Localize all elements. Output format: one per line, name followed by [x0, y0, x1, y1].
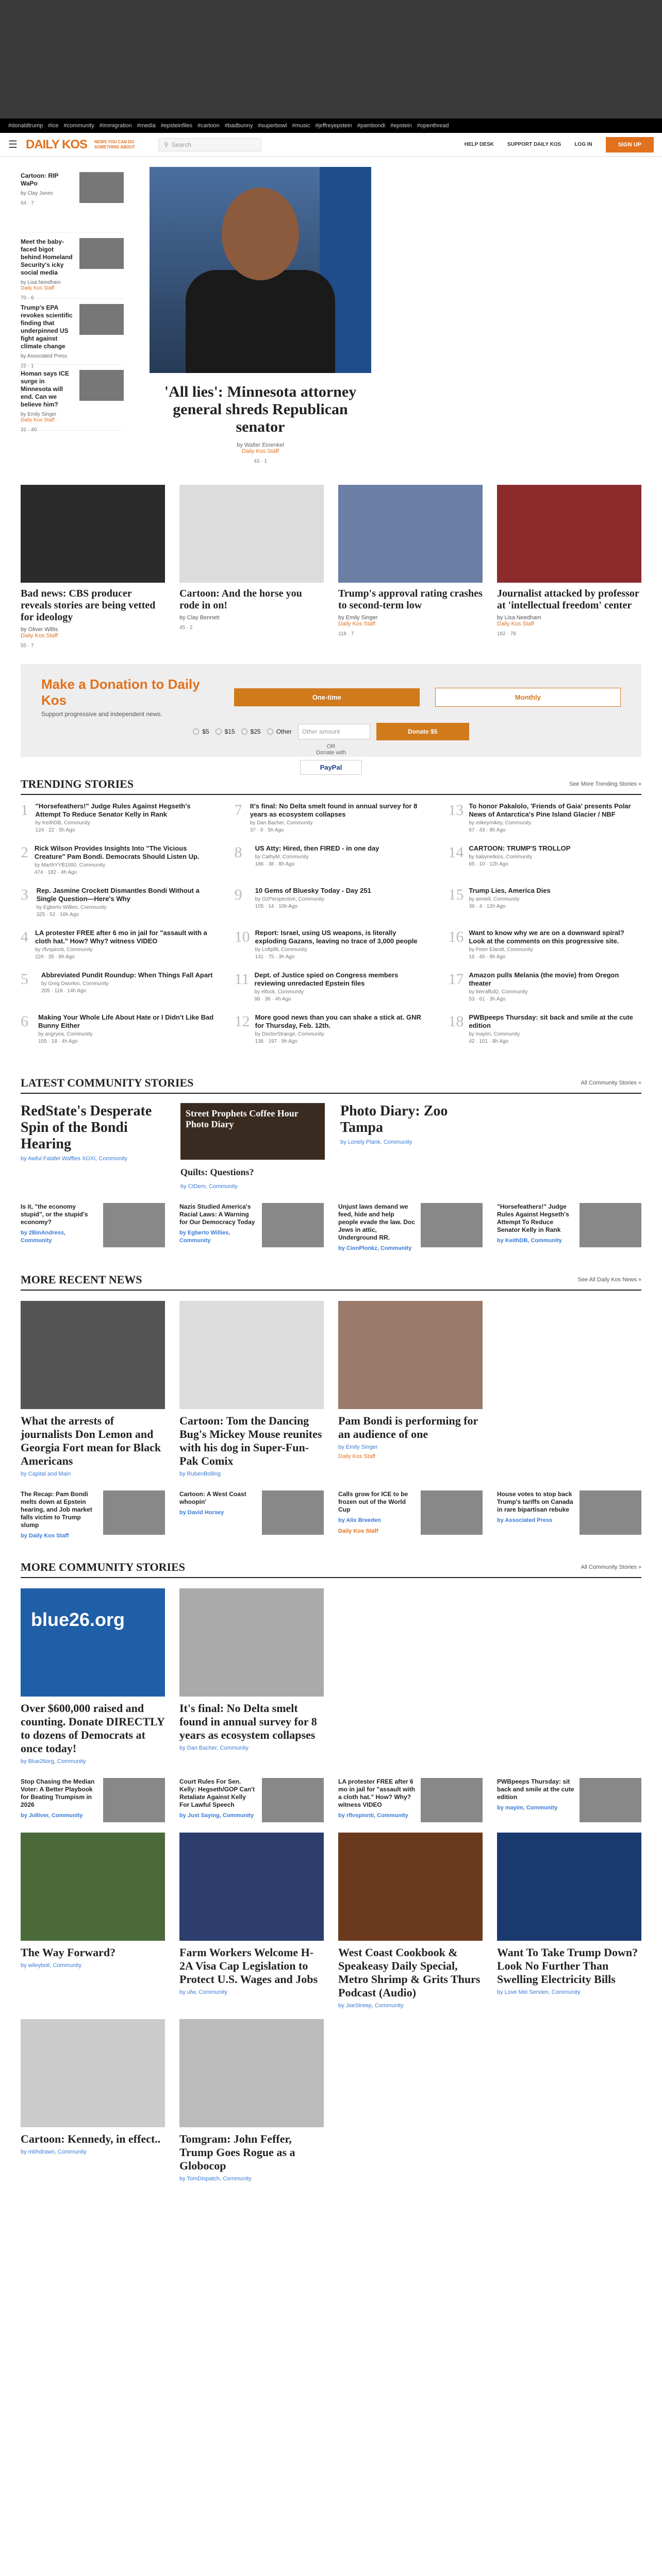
side-story-thumb[interactable] — [79, 370, 124, 401]
news-story-title[interactable]: Cartoon: Kennedy, in effect.. — [21, 2132, 161, 2145]
trending-meta: 98 · 36 · 4h Ago — [254, 996, 291, 1002]
small-story-author: by rflvspinnti, Community — [338, 1812, 408, 1819]
small-story[interactable] — [338, 1203, 483, 1252]
small-story-title[interactable]: "Horsefeathers!" Judge Rules Against Hegseth's Attempt To Reduce Senator Kelly in Rank — [497, 1203, 569, 1233]
trending-title[interactable]: LA protester FREE after 6 mo in jail for "assault with a cloth hat." How? Why? witness VIDEO — [35, 929, 207, 945]
donate-panel: Make a Donation to Daily Kos Support progressive and independent news. One-time Monthly $5 $15 $25 Other Other amount Donate $5 OR Donate with PayPal — [21, 664, 641, 757]
news-story-author: by RubenBolling — [179, 1471, 221, 1477]
trending-author: by rflvspinnti, Community — [35, 947, 93, 953]
row-story[interactable] — [179, 485, 324, 649]
side-story-title[interactable]: Trump's EPA revokes scientific finding that underpinned US fight against climate change — [21, 304, 73, 350]
ad-banner — [0, 0, 662, 118]
news-story-image[interactable] — [179, 1833, 324, 1941]
trending-number: 2 — [21, 844, 28, 861]
small-story-image[interactable] — [421, 1778, 483, 1822]
trending-author: by Egberto Willies, Community — [36, 905, 107, 910]
trending-meta: 39 · 4 · 12h Ago — [469, 904, 506, 909]
small-story[interactable] — [21, 1490, 165, 1540]
news-story-author: by TomDispatch, Community — [179, 2176, 252, 2182]
news-story[interactable] — [338, 1833, 483, 2009]
row-story-title[interactable]: Bad news: CBS producer reveals stories are being vetted for ideology — [21, 588, 156, 623]
small-story-author: by Just Saying, Community — [179, 1812, 254, 1819]
trending-author: by babynetkins, Community — [469, 854, 533, 860]
tag-link[interactable]: #jeffreyepstein — [315, 123, 352, 129]
trending-number: 11 — [234, 971, 250, 988]
news-story[interactable] — [21, 1588, 165, 1765]
small-story-author: by Jolliver, Community — [21, 1812, 83, 1819]
trending-title[interactable]: Want to know why we are on a downward spiral? Look at the comments on this progressive site. — [469, 929, 624, 945]
small-story-image[interactable] — [103, 1203, 165, 1247]
amount-15[interactable]: $15 — [216, 728, 235, 735]
row-story[interactable] — [21, 485, 165, 649]
small-story-image[interactable] — [262, 1490, 324, 1535]
tag-link[interactable]: #superbowl — [258, 123, 287, 129]
trending-author: by Weraffull2, Community — [469, 989, 528, 995]
trending-title[interactable]: Report: Israel, using US weapons, is literally exploding Gazans, leaving no trace of 3,000 people — [255, 929, 418, 945]
small-story-author: by mayim, Community — [497, 1805, 558, 1811]
small-story-author: by CionPlonkz, Community — [338, 1245, 412, 1251]
small-story-title[interactable]: PWBpeeps Thursday: sit back and smile at the cute edition — [497, 1778, 574, 1801]
news-story-author: by ufw, Community — [179, 1989, 227, 1995]
news-story[interactable] — [21, 1833, 165, 2009]
news-title: MORE RECENT NEWS — [21, 1273, 142, 1286]
row-story-author: by Lisa Needham — [497, 615, 541, 621]
hero-image[interactable] — [150, 167, 371, 373]
trending-item[interactable] — [448, 929, 641, 971]
trending-author: by elfock, Community — [254, 989, 304, 995]
news-story-author: by Love Mei Servien, Community — [497, 1989, 581, 1995]
trending-author: by MarthYYB1000, Community — [34, 862, 106, 868]
small-story-image[interactable] — [580, 1490, 641, 1535]
side-story-title[interactable]: Homan says ICE surge in Minnesota will end. Can we believe him? — [21, 370, 70, 408]
trending-meta: 65 · 10 · 12h Ago — [469, 861, 509, 867]
news-story-author: by mbhdrawn, Community — [21, 2149, 87, 2155]
trending-item[interactable] — [235, 844, 428, 887]
news-story[interactable] — [179, 1833, 324, 2009]
trending-item[interactable] — [21, 844, 214, 887]
news-story-image[interactable] — [179, 2019, 324, 2127]
small-story[interactable] — [179, 1490, 324, 1540]
small-story-author: by Alix Breeden — [338, 1517, 381, 1523]
banner-text: blue26.org — [31, 1609, 125, 1630]
side-story-author: by Lisa Needham — [21, 280, 61, 285]
trending-item[interactable] — [235, 929, 428, 971]
small-story[interactable] — [21, 1778, 165, 1822]
trending-title: TRENDING STORIES — [21, 777, 134, 790]
news-story-title[interactable]: The Way Forward? — [21, 1946, 116, 1959]
trending-item[interactable] — [448, 971, 641, 1013]
trending-author: by CathyM, Community — [255, 854, 309, 860]
trending-author: by KeithDB, Community — [35, 820, 90, 826]
header — [0, 133, 662, 157]
staff-label: Daily Kos Staff — [21, 417, 55, 423]
trending-number: 16 — [448, 928, 464, 945]
news-story-author: by Emily Singer — [338, 1444, 378, 1450]
row-story-image[interactable] — [497, 485, 641, 583]
trending-item[interactable] — [448, 844, 641, 887]
staff-label: Daily Kos Staff — [338, 1453, 375, 1460]
more-more-link[interactable]: All Community Stories » — [581, 1564, 641, 1570]
trending-number: 6 — [21, 1013, 28, 1030]
trending-title[interactable]: PWBpeeps Thursday: sit back and smile at the cute edition — [469, 1013, 633, 1029]
more-title: MORE COMMUNITY STORIES — [21, 1561, 186, 1573]
news-story-image[interactable] — [21, 1588, 165, 1697]
news-story-title[interactable]: Want To Take Trump Down? Look No Further Than Swelling Electricity Bills — [497, 1946, 638, 1986]
trending-item[interactable] — [21, 802, 214, 844]
trending-title[interactable]: Dept. of Justice spied on Congress members reviewing unredacted Epstein files — [254, 971, 399, 987]
trending-item[interactable] — [21, 887, 214, 929]
news-story-image[interactable] — [497, 1833, 641, 1941]
small-story-author: by Associated Press — [497, 1517, 553, 1523]
trending-item[interactable] — [448, 802, 641, 844]
amount-other[interactable]: Other — [267, 728, 292, 735]
small-story-title[interactable]: Court Rules For Sen. Kelly: Hegseth/GOP Can't Retaliate Against Kelly For Lawful Speech — [179, 1778, 255, 1808]
trending-number: 5 — [21, 971, 28, 988]
small-story-title[interactable]: Cartoon: A West Coast whoopin' — [179, 1490, 246, 1505]
trending-author: by angryea, Community — [38, 1031, 93, 1037]
row-story-meta: 118 · 7 — [338, 631, 354, 637]
news-story-author: by Dan Bacher, Community — [179, 1745, 249, 1751]
trending-meta: 124 · 22 · 5h Ago — [35, 827, 75, 833]
amount-25[interactable]: $25 — [241, 728, 261, 735]
row-story[interactable] — [338, 485, 483, 649]
news-story[interactable] — [21, 1301, 165, 1477]
side-story-meta: 31 · 40 — [21, 427, 37, 433]
small-story-author: by Daily Kos Staff — [21, 1533, 69, 1539]
trending-meta: 53 · 61 · 3h Ago — [469, 996, 506, 1002]
small-story-title[interactable]: Calls grow for ICE to be frozen out of the World Cup — [338, 1490, 408, 1513]
hero-title[interactable]: 'All lies': Minnesota attorney general shreds Republican senator — [164, 383, 357, 435]
row-story-author: by Clay Bennett — [179, 615, 220, 621]
trending-author: by Peter Elandt, Community — [469, 947, 533, 953]
trending-title[interactable]: To honor Pakalolo, 'Friends of Gaia' presents Polar News of Antarctica's Pine Island Glacier / NBF — [469, 802, 631, 818]
staff-label: Daily Kos Staff — [21, 285, 55, 291]
community-title: LATEST COMMUNITY STORIES — [21, 1076, 194, 1089]
news-story[interactable] — [338, 1301, 483, 1477]
trending-number: 1 — [21, 802, 28, 819]
trending-meta: 136 · 197 · 9h Ago — [255, 1039, 297, 1044]
small-story-title[interactable]: Is it, "the economy stupid", or the stupid's economy? — [21, 1203, 88, 1226]
side-story[interactable] — [21, 299, 124, 369]
tag-link[interactable]: #badbunny — [224, 123, 253, 129]
row-story-image[interactable] — [338, 485, 483, 583]
small-story[interactable] — [21, 1203, 165, 1252]
trending-number: 3 — [21, 886, 28, 903]
trending-number: 14 — [448, 844, 464, 861]
staff-label: Daily Kos Staff — [497, 621, 534, 627]
row-story-title[interactable]: Trump's approval rating crashes to second-term low — [338, 588, 483, 611]
trending-item[interactable] — [235, 802, 428, 844]
small-story[interactable] — [338, 1490, 483, 1540]
tag-link[interactable]: #epstein — [390, 123, 412, 129]
tag-bar — [0, 118, 662, 133]
small-story-title[interactable]: The Recap: Pam Bondi melts down at Epstein hearing, and Job market falls victim to Trump slump — [21, 1490, 92, 1529]
trending-item[interactable] — [21, 929, 214, 971]
small-story-author: by Egberto Willies, Community — [179, 1230, 230, 1244]
support-link[interactable]: SUPPORT DAILY KOS — [507, 142, 561, 147]
trending-title[interactable]: Rep. Jasmine Crockett Dismantles Bondi Without a Single Question—Here's Why — [36, 887, 200, 903]
row-story-author: by Oliver Willis — [21, 626, 58, 633]
small-story[interactable] — [497, 1490, 641, 1540]
other-amount-input[interactable]: Other amount — [298, 724, 370, 739]
trending-meta: 105 · 14 · 10h Ago — [255, 904, 297, 909]
news-story-image[interactable] — [338, 1301, 483, 1409]
side-story-meta: 64 · 7 — [21, 200, 34, 206]
news-story-image[interactable] — [21, 1301, 165, 1409]
trending-number: 4 — [21, 928, 28, 945]
news-story-image[interactable] — [21, 2019, 165, 2127]
small-story[interactable] — [179, 1778, 324, 1822]
side-story-title[interactable]: Cartoon: RIP WaPo — [21, 172, 59, 187]
trending-author: by Greg Dworkin, Community — [41, 981, 109, 987]
news-story-author: by Capital and Main — [21, 1471, 71, 1477]
trending-number: 15 — [448, 886, 464, 903]
hero-story[interactable]: 'All lies': Minnesota attorney general shreds Republican senator by Walter Einenkel Daily Kos Staff 43 · 1 — [150, 167, 371, 464]
small-story[interactable] — [497, 1778, 641, 1822]
small-story[interactable] — [338, 1778, 483, 1822]
community-big-1[interactable]: RedState's Desperate Spin of the Bondi Hearing by Awful Falafel Waffles XOXI, Community — [21, 1103, 152, 1162]
small-story-author: by 2BinAndress, Community — [21, 1230, 65, 1244]
side-story-meta: 70 · 6 — [21, 295, 34, 301]
row-story-title[interactable]: Cartoon: And the horse you rode in on! — [179, 588, 302, 611]
trending-author: by mayim, Community — [469, 1031, 520, 1037]
row-story-meta: 182 · 78 — [497, 631, 516, 637]
row-story-meta: 45 · 2 — [179, 625, 193, 631]
tag-link[interactable]: #openthread — [417, 123, 449, 129]
news-story-image[interactable] — [338, 1833, 483, 1941]
community-big-2[interactable]: Photo Diary: Zoo Tampa by Lonely Plank, Community — [340, 1103, 448, 1145]
news-story-title[interactable]: What the arrests of journalists Don Lemon and Georgia Fort mean for Black Americans — [21, 1414, 161, 1467]
news-story[interactable] — [21, 2019, 165, 2182]
side-story-meta: 22 · 1 — [21, 363, 34, 369]
news-story-image[interactable] — [179, 1301, 324, 1409]
trending-number: 9 — [234, 886, 242, 903]
news-story[interactable] — [179, 1588, 324, 1765]
trending-author: by DoctorStrange, Community — [255, 1031, 324, 1037]
paypal-button[interactable]: PayPal — [300, 760, 362, 775]
trending-title[interactable]: Rick Wilson Provides Insights Into "The Vicious Creature" Pam Bondi. Democrats Should Listen Up. — [34, 844, 200, 860]
trending-title[interactable]: It's final: No Delta smelt found in annual survey for 8 years as ecosystem collapses — [250, 802, 418, 818]
trending-author: by Dan Bacher, Community — [250, 820, 313, 826]
news-story-title[interactable]: Tomgram: John Feffer, Trump Goes Rogue as a Globocop — [179, 2132, 295, 2172]
tag-link[interactable]: #donaldtrump — [8, 123, 43, 129]
amount-5[interactable]: $5 — [193, 728, 209, 735]
side-story-author: by Associated Press — [21, 353, 68, 359]
trending-meta: 67 · 43 · 8h Ago — [469, 827, 506, 833]
trending-item[interactable] — [448, 887, 641, 929]
trending-item[interactable] — [21, 1013, 214, 1056]
trending-author: by annieli, Community — [469, 896, 520, 902]
community-mid[interactable]: Street Prophets Coffee Hour Photo Diary Quilts: Questions? by CtDem, Community — [180, 1103, 325, 1190]
trending-author: by mikeymikey, Community — [469, 820, 532, 826]
trending-title[interactable]: CARTOON: TRUMP'S TROLLOP — [469, 844, 571, 852]
trending-number: 13 — [448, 802, 464, 819]
trending-item[interactable] — [235, 887, 428, 929]
login-link[interactable]: LOG IN — [574, 142, 592, 147]
side-story[interactable] — [21, 167, 124, 233]
side-story-author: by Emily Singer — [21, 412, 57, 417]
small-story-image[interactable] — [262, 1778, 324, 1822]
trending-title[interactable]: Amazon pulls Melania (the movie) from Oregon theater — [469, 971, 619, 987]
news-story-author: by wileyboil, Community — [21, 1962, 81, 1969]
tag-link[interactable]: #cartoon — [197, 123, 220, 129]
donate-title: Make a Donation to Daily Kos — [41, 676, 200, 708]
trending-item[interactable] — [235, 1013, 428, 1056]
staff-label: Daily Kos Staff — [21, 633, 58, 639]
news-story-title[interactable]: It's final: No Delta smelt found in annual survey for 8 years as ecosystem collapses — [179, 1702, 317, 1741]
news-story-author: by Blue26org, Community — [21, 1758, 86, 1765]
trending-meta: 474 · 182 · 4h Ago — [34, 870, 77, 875]
trending-item[interactable] — [448, 1013, 641, 1056]
trending-meta: 16 · 45 · 8h Ago — [469, 954, 506, 960]
small-story-image[interactable] — [103, 1778, 165, 1822]
news-story-title[interactable]: West Coast Cookbook & Speakeasy Daily Special, Metro Shrimp & Grits Thurs Podcast (Audio) — [338, 1946, 481, 1999]
community-more-link[interactable]: All Community Stories » — [581, 1080, 641, 1086]
trending-meta: 141 · 75 · 3h Ago — [255, 954, 295, 960]
tag-link[interactable]: #media — [137, 123, 156, 129]
tag-link[interactable]: #immigration — [99, 123, 132, 129]
side-story-thumb[interactable] — [79, 172, 124, 203]
menu-icon[interactable]: ☰ — [8, 139, 18, 150]
tag-link[interactable]: #pambondi — [357, 123, 386, 129]
small-story-image[interactable] — [421, 1490, 483, 1535]
tag-link[interactable]: #community — [63, 123, 94, 129]
trending-meta: 105 · 18 · 4h Ago — [38, 1039, 78, 1044]
trending-meta: 325 · 52 · 16h Ago — [36, 912, 79, 918]
row-story-title[interactable]: Journalist attacked by professor at 'intellectual freedom' center — [497, 588, 639, 611]
small-story-author: by David Horsey — [179, 1510, 224, 1516]
monthly-button[interactable]: Monthly — [435, 688, 621, 707]
trending-title[interactable]: Trump Lies, America Dies — [469, 887, 551, 894]
row-story-meta: 55 · 7 — [21, 643, 34, 649]
side-story[interactable] — [21, 365, 124, 431]
trending-meta: 42 · 101 · 8h Ago — [469, 1039, 509, 1044]
trending-title[interactable]: More good news than you can shake a stick at. GNR for Thursday, Feb. 12th. — [255, 1013, 421, 1029]
tag-link[interactable]: #epsteinfiles — [160, 123, 192, 129]
small-story[interactable] — [179, 1203, 324, 1252]
small-story[interactable] — [497, 1203, 641, 1252]
news-more-link[interactable]: See All Daily Kos News » — [577, 1277, 641, 1283]
trending-number: 12 — [234, 1013, 250, 1030]
donate-button[interactable]: Donate $5 — [376, 723, 469, 740]
trending-title[interactable]: 10 Gems of Bluesky Today - Day 251 — [255, 887, 371, 894]
news-story-title[interactable]: Farm Workers Welcome H-2A Visa Cap Legislation to Protect U.S. Wages and Jobs — [179, 1946, 318, 1986]
trending-number: 10 — [234, 928, 250, 945]
tag-link[interactable]: #ice — [48, 123, 59, 129]
small-story-image[interactable] — [580, 1203, 641, 1247]
small-story-author: by KeithDB, Community — [497, 1238, 562, 1244]
small-story-title[interactable]: House votes to stop back Trump's tariffs on Canada in rare bipartisan rebuke — [497, 1490, 573, 1513]
tagline: NEWS YOU CAN DO SOMETHING ABOUT — [94, 139, 135, 149]
news-story-title[interactable]: Cartoon: Tom the Dancing Bug's Mickey Mouse reunites with his dog in Super-Fun-Pak Comix — [179, 1414, 322, 1467]
top-section — [21, 157, 641, 464]
tag-link[interactable]: #music — [292, 123, 310, 129]
trending-title[interactable]: Abbreviated Pundit Roundup: When Things Fall Apart — [41, 971, 213, 979]
side-story[interactable] — [21, 233, 124, 299]
side-story-thumb[interactable] — [79, 238, 124, 269]
small-story-image[interactable] — [580, 1778, 641, 1822]
small-story-title[interactable]: Nazis Studied America's Racial Laws: A Warning for Our Democracy Today — [179, 1203, 255, 1226]
trending-author: by Loftplfil, Community — [255, 947, 307, 953]
news-story-title[interactable]: Over $600,000 raised and counting. Donate DIRECTLY to dozens of Democrats at once today! — [21, 1702, 164, 1755]
trending-meta: 37 · 9 · 5h Ago — [250, 827, 284, 833]
trending-number: 8 — [234, 844, 242, 861]
small-story-image[interactable] — [262, 1203, 324, 1247]
small-story-title[interactable]: Stop Chasing the Median Voter: A Better Playbook for Beating Trumpism in 2026 — [21, 1778, 95, 1808]
row-story-author: by Emily Singer — [338, 615, 378, 621]
row-story-image[interactable] — [179, 485, 324, 583]
news-story[interactable] — [497, 1833, 641, 2009]
news-story-title[interactable]: Pam Bondi is performing for an audience of one — [338, 1414, 478, 1440]
trending-title[interactable]: Making Your Whole Life About Hate or I Didn't Like Bad Bunny Either — [38, 1013, 214, 1029]
news-story[interactable] — [179, 1301, 324, 1477]
trending-meta: 186 · 38 · 8h Ago — [255, 861, 295, 867]
trending-item[interactable] — [21, 971, 214, 1013]
staff-label: Daily Kos Staff — [338, 621, 375, 627]
trending-author: by OzPerspective, Community — [255, 896, 325, 902]
small-story-image[interactable] — [421, 1203, 483, 1247]
row-story-image[interactable] — [21, 485, 165, 583]
small-story-title[interactable]: Unjust laws demand we feed, hide and help people evade the law. Doc Jews in attic, Underground RR. — [338, 1203, 415, 1241]
row-story[interactable] — [497, 485, 641, 649]
search-input[interactable]: ⚲ Search — [158, 138, 261, 151]
staff-label: Daily Kos Staff — [338, 1528, 378, 1534]
side-story-title[interactable]: Meet the baby-faced bigot behind Homeland Security's icky social media — [21, 238, 73, 276]
trending-meta: 226 · 35 · 8h Ago — [35, 954, 75, 960]
search-icon: ⚲ — [164, 141, 169, 148]
news-story-image[interactable] — [179, 1588, 324, 1697]
trending-item[interactable] — [235, 971, 428, 1013]
trending-number: 7 — [234, 802, 242, 819]
news-story-author: by JoeStreep, Community — [338, 2003, 404, 2009]
small-story-title[interactable]: LA protester FREE after 6 mo in jail for "assault with a cloth hat." How? Why? witness VIDEO — [338, 1778, 416, 1808]
news-story-image[interactable] — [21, 1833, 165, 1941]
signup-button[interactable]: SIGN UP — [606, 137, 654, 152]
small-story-image[interactable] — [103, 1490, 165, 1535]
side-story-author: by Clay Jones — [21, 191, 53, 196]
help-desk-link[interactable]: HELP DESK — [464, 142, 494, 147]
side-story-thumb[interactable] — [79, 304, 124, 335]
trending-meta: 205 · 118 · 14h Ago — [41, 988, 87, 994]
onetime-button[interactable]: One-time — [234, 688, 420, 706]
trending-title[interactable]: "Horsefeathers!" Judge Rules Against Hegseth's Attempt To Reduce Senator Kelly in Rank — [35, 802, 191, 818]
trending-title[interactable]: US Atty: Hired, then FIRED - in one day — [255, 844, 379, 852]
trending-number: 17 — [448, 971, 464, 988]
trending-more-link[interactable]: See More Trending Stories » — [569, 781, 641, 787]
trending-number: 18 — [448, 1013, 464, 1030]
news-story[interactable] — [179, 2019, 324, 2182]
logo[interactable]: DAILY KOS — [26, 137, 88, 151]
